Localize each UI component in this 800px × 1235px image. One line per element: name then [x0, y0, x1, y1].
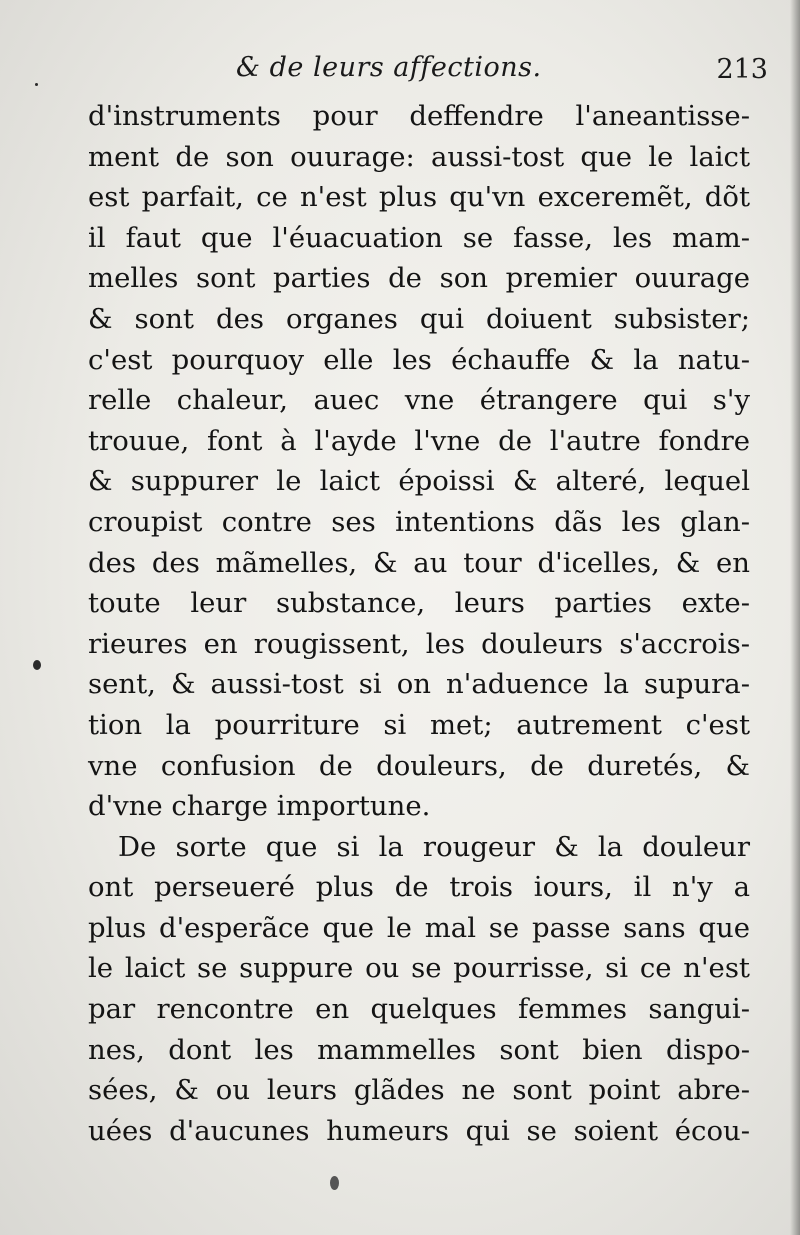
text-line: melles sont parties de son premier ouurage: [88, 262, 750, 295]
text-line: tion la pourriture si met; autrement c'est: [88, 708, 750, 741]
text-line: d'instruments pour deffendre l'aneantisse-: [88, 100, 750, 132]
text-line: plus d'esperãce que le mal se passe sans que: [88, 911, 750, 944]
ink-speck: [33, 660, 41, 670]
ink-speck: [35, 83, 38, 86]
text-line: uées d'aucunes humeurs qui se soient écou-: [88, 1114, 750, 1147]
body-text: [88, 96, 750, 1151]
text-line: des des mãmelles, & au tour d'icelles, & en: [88, 546, 750, 579]
text-line: sées, & ou leurs glãdes ne sont point abre-: [88, 1074, 750, 1107]
ink-speck: [330, 1176, 339, 1190]
text-line: est parfait, ce n'est plus qu'vn exceremẽt, dõt: [88, 181, 750, 214]
text-line: toute leur substance, leurs parties exte-: [88, 587, 750, 620]
text-line: & suppurer le laict époissi & alteré, lequel: [88, 465, 750, 498]
running-head: [88, 52, 768, 92]
text-line: nes, dont les mammelles sont bien dispo-: [88, 1033, 750, 1066]
text-line: croupist contre ses intentions dãs les glan-: [88, 505, 750, 538]
text-line: relle chaleur, auec vne étrangere qui s'y: [88, 384, 750, 417]
text-line: d'vne charge importune.: [88, 790, 431, 823]
text-line: De sorte que si la rougeur & la douleur: [118, 830, 750, 863]
text-line: par rencontre en quelques femmes sangui-: [88, 993, 750, 1026]
text-line: c'est pourquoy elle les échauffe & la natu-: [88, 343, 750, 376]
text-line: trouue, font à l'ayde l'vne de l'autre fondre: [88, 424, 750, 457]
page-number: 213: [716, 54, 768, 85]
text-line: il faut que l'éuacuation se fasse, les mam-: [88, 221, 750, 254]
text-line: vne confusion de douleurs, de duretés, &: [88, 749, 750, 782]
text-line: & sont des organes qui doiuent subsister;: [88, 302, 750, 335]
text-line: ont perseueré plus de trois iours, il n'y a: [88, 871, 750, 904]
text-line: sent, & aussi-tost si on n'aduence la supura-: [88, 668, 750, 701]
text-line: rieures en rougissent, les douleurs s'accrois-: [88, 627, 750, 660]
text-line: ment de son ouurage: aussi-tost que le laict: [88, 140, 750, 173]
running-title: & de leurs affections.: [236, 52, 542, 83]
text-line: le laict se suppure ou se pourrisse, si ce n'est: [88, 952, 750, 985]
